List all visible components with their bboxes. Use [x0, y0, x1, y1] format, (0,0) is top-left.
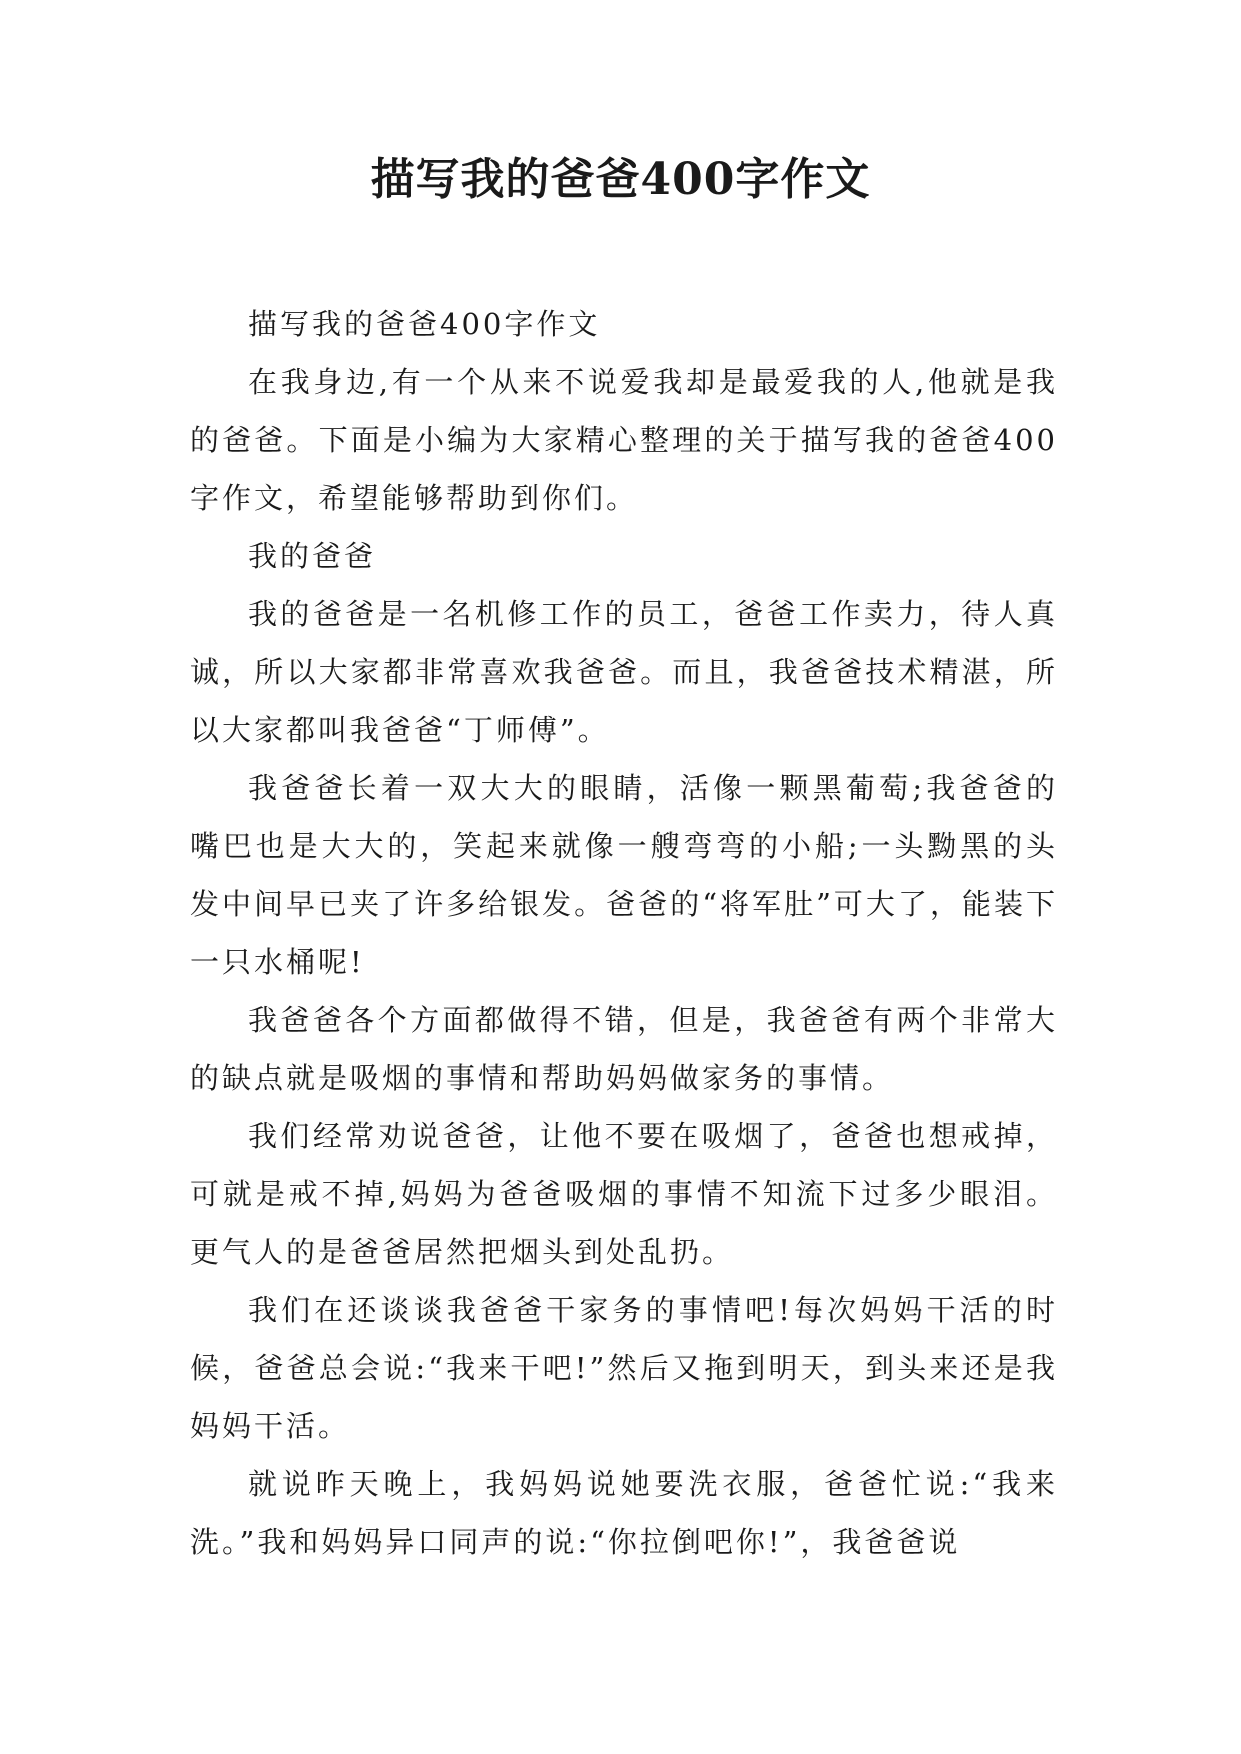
paragraph: 我爸爸各个方面都做得不错，但是，我爸爸有两个非常大的缺点就是吸烟的事情和帮助妈妈做家务的事情。	[190, 1003, 1058, 1095]
paragraph: 我们在还谈谈我爸爸干家务的事情吧!每次妈妈干活的时候，爸爸总会说:“我来干吧!”然后又拖到明天，到头来还是我妈妈干活。	[190, 1293, 1058, 1443]
paragraph-subtitle: 描写我的爸爸400字作文	[248, 307, 601, 341]
paragraph: 我的爸爸是一名机修工作的员工，爸爸工作卖力，待人真诚，所以大家都非常喜欢我爸爸。而且，我爸爸技术精湛，所以大家都叫我爸爸“丁师傅”。	[190, 597, 1058, 747]
paragraph-intro: 在我身边,有一个从来不说爱我却是最爱我的人,他就是我的爸爸。下面是小编为大家精心整理的关于描写我的爸爸400字作文，希望能够帮助到你们。	[190, 365, 1058, 515]
paragraph: 就说昨天晚上，我妈妈说她要洗衣服，爸爸忙说:“我来洗。”我和妈妈异口同声的说:“你拉倒吧你!”，我爸爸说	[190, 1467, 1058, 1559]
paragraph-heading: 我的爸爸	[248, 539, 377, 573]
document-title: 描写我的爸爸400字作文	[370, 154, 871, 205]
paragraph: 我爸爸长着一双大大的眼睛，活像一颗黑葡萄;我爸爸的嘴巴也是大大的，笑起来就像一艘弯弯的小船;一头黝黑的头发中间早已夹了许多给银发。爸爸的“将军肚”可大了，能装下一只水桶呢!	[190, 771, 1058, 979]
paragraph: 我们经常劝说爸爸，让他不要在吸烟了，爸爸也想戒掉，可就是戒不掉,妈妈为爸爸吸烟的事情不知流下过多少眼泪。更气人的是爸爸居然把烟头到处乱扔。	[190, 1119, 1058, 1269]
document-body	[190, 295, 1058, 1571]
